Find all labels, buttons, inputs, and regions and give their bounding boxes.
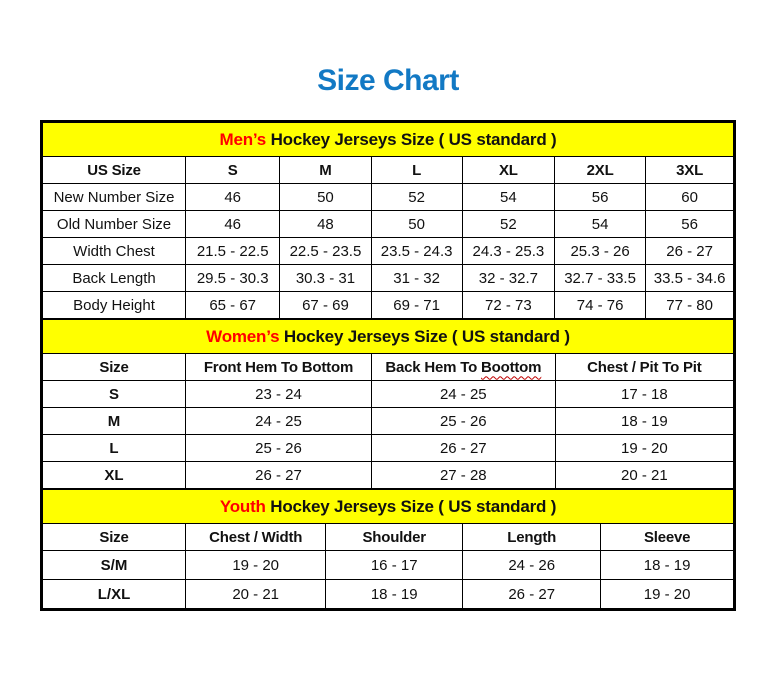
mens-banner-row (43, 123, 734, 157)
value-cell: 25.3 - 26 (554, 238, 645, 265)
mens-banner-rest: Hockey Jerseys Size ( US standard ) (266, 129, 557, 149)
column-header-shoulder: Shoulder (326, 524, 463, 551)
page-title: Size Chart (317, 64, 459, 97)
value-cell: 26 - 27 (463, 580, 601, 609)
value-cell: 52 (371, 184, 462, 211)
value-cell: 30.3 - 31 (280, 265, 371, 292)
value-cell: 50 (371, 211, 462, 238)
womens-banner (43, 320, 734, 354)
value-cell: 50 (280, 184, 371, 211)
mens-banner-highlight: Men’s (219, 129, 267, 149)
row-label: L (43, 435, 186, 462)
value-cell: 19 - 20 (555, 435, 733, 462)
value-cell: 60 (646, 184, 734, 211)
value-cell: 56 (646, 211, 734, 238)
column-header-chest-width: Chest / Width (186, 524, 326, 551)
row-label: Back Length (43, 265, 186, 292)
column-header-back-hem (371, 354, 555, 381)
value-cell: 26 - 27 (186, 462, 372, 489)
value-cell: 24 - 26 (463, 551, 601, 580)
back-hem-misspelled-word: Boottom (481, 358, 542, 376)
column-header-chest-pit: Chest / Pit To Pit (555, 354, 733, 381)
mens-banner (43, 123, 734, 157)
womens-banner-rest: Hockey Jerseys Size ( US standard ) (279, 326, 570, 346)
value-cell: 18 - 19 (555, 408, 733, 435)
value-cell: 21.5 - 22.5 (186, 238, 280, 265)
row-label: Width Chest (43, 238, 186, 265)
youth-banner-highlight: Youth (219, 496, 266, 516)
mens-size-table (42, 122, 734, 319)
value-cell: 31 - 32 (371, 265, 462, 292)
table-row (43, 265, 734, 292)
row-label: S (43, 381, 186, 408)
column-header-2xl: 2XL (554, 157, 645, 184)
value-cell: 20 - 21 (186, 580, 326, 609)
table-row (43, 462, 734, 489)
value-cell: 23.5 - 24.3 (371, 238, 462, 265)
column-header-xl: XL (462, 157, 554, 184)
table-row (43, 435, 734, 462)
youth-banner-row (43, 490, 734, 524)
back-hem-prefix: Back Hem To (385, 358, 482, 376)
value-cell: 16 - 17 (326, 551, 463, 580)
youth-header-row (43, 524, 734, 551)
youth-size-table (42, 489, 734, 609)
value-cell: 19 - 20 (186, 551, 326, 580)
value-cell: 32.7 - 33.5 (554, 265, 645, 292)
value-cell: 32 - 32.7 (462, 265, 554, 292)
table-row (43, 184, 734, 211)
value-cell: 25 - 26 (186, 435, 372, 462)
womens-banner-highlight: Women’s (206, 326, 280, 346)
value-cell: 56 (554, 184, 645, 211)
value-cell: 77 - 80 (646, 292, 734, 319)
row-label: Old Number Size (43, 211, 186, 238)
row-label: M (43, 408, 186, 435)
youth-banner (43, 490, 734, 524)
value-cell: 18 - 19 (601, 551, 734, 580)
value-cell: 65 - 67 (186, 292, 280, 319)
value-cell: 20 - 21 (555, 462, 733, 489)
value-cell: 46 (186, 211, 280, 238)
column-header-front-hem: Front Hem To Bottom (186, 354, 372, 381)
value-cell: 46 (186, 184, 280, 211)
size-chart-tables (40, 120, 736, 611)
value-cell: 24 - 25 (186, 408, 372, 435)
value-cell: 48 (280, 211, 371, 238)
column-header-3xl: 3XL (646, 157, 734, 184)
column-header-m: M (280, 157, 371, 184)
table-row (43, 211, 734, 238)
table-row (43, 580, 734, 609)
row-label: XL (43, 462, 186, 489)
value-cell: 54 (554, 211, 645, 238)
column-header-size: Size (43, 524, 186, 551)
row-label: Body Height (43, 292, 186, 319)
column-header-us-size: US Size (43, 157, 186, 184)
value-cell: 18 - 19 (326, 580, 463, 609)
table-row (43, 381, 734, 408)
value-cell: 19 - 20 (601, 580, 734, 609)
womens-banner-row (43, 320, 734, 354)
value-cell: 27 - 28 (371, 462, 555, 489)
value-cell: 52 (462, 211, 554, 238)
value-cell: 26 - 27 (371, 435, 555, 462)
youth-banner-rest: Hockey Jerseys Size ( US standard ) (265, 496, 557, 516)
value-cell: 23 - 24 (186, 381, 372, 408)
value-cell: 69 - 71 (371, 292, 462, 319)
table-row (43, 408, 734, 435)
value-cell: 29.5 - 30.3 (186, 265, 280, 292)
row-label: New Number Size (43, 184, 186, 211)
value-cell: 74 - 76 (554, 292, 645, 319)
value-cell: 54 (462, 184, 554, 211)
column-header-s: S (186, 157, 280, 184)
mens-header-row (43, 157, 734, 184)
value-cell: 17 - 18 (555, 381, 733, 408)
value-cell: 26 - 27 (646, 238, 734, 265)
womens-header-row (43, 354, 734, 381)
row-label: L/XL (43, 580, 186, 609)
value-cell: 33.5 - 34.6 (646, 265, 734, 292)
column-header-sleeve: Sleeve (601, 524, 734, 551)
value-cell: 24.3 - 25.3 (462, 238, 554, 265)
row-label: S/M (43, 551, 186, 580)
value-cell: 72 - 73 (462, 292, 554, 319)
womens-size-table (42, 319, 734, 489)
value-cell: 67 - 69 (280, 292, 371, 319)
column-header-length: Length (463, 524, 601, 551)
column-header-l: L (371, 157, 462, 184)
column-header-size: Size (43, 354, 186, 381)
table-row (43, 292, 734, 319)
table-row (43, 551, 734, 580)
value-cell: 24 - 25 (371, 381, 555, 408)
value-cell: 25 - 26 (371, 408, 555, 435)
value-cell: 22.5 - 23.5 (280, 238, 371, 265)
table-row (43, 238, 734, 265)
